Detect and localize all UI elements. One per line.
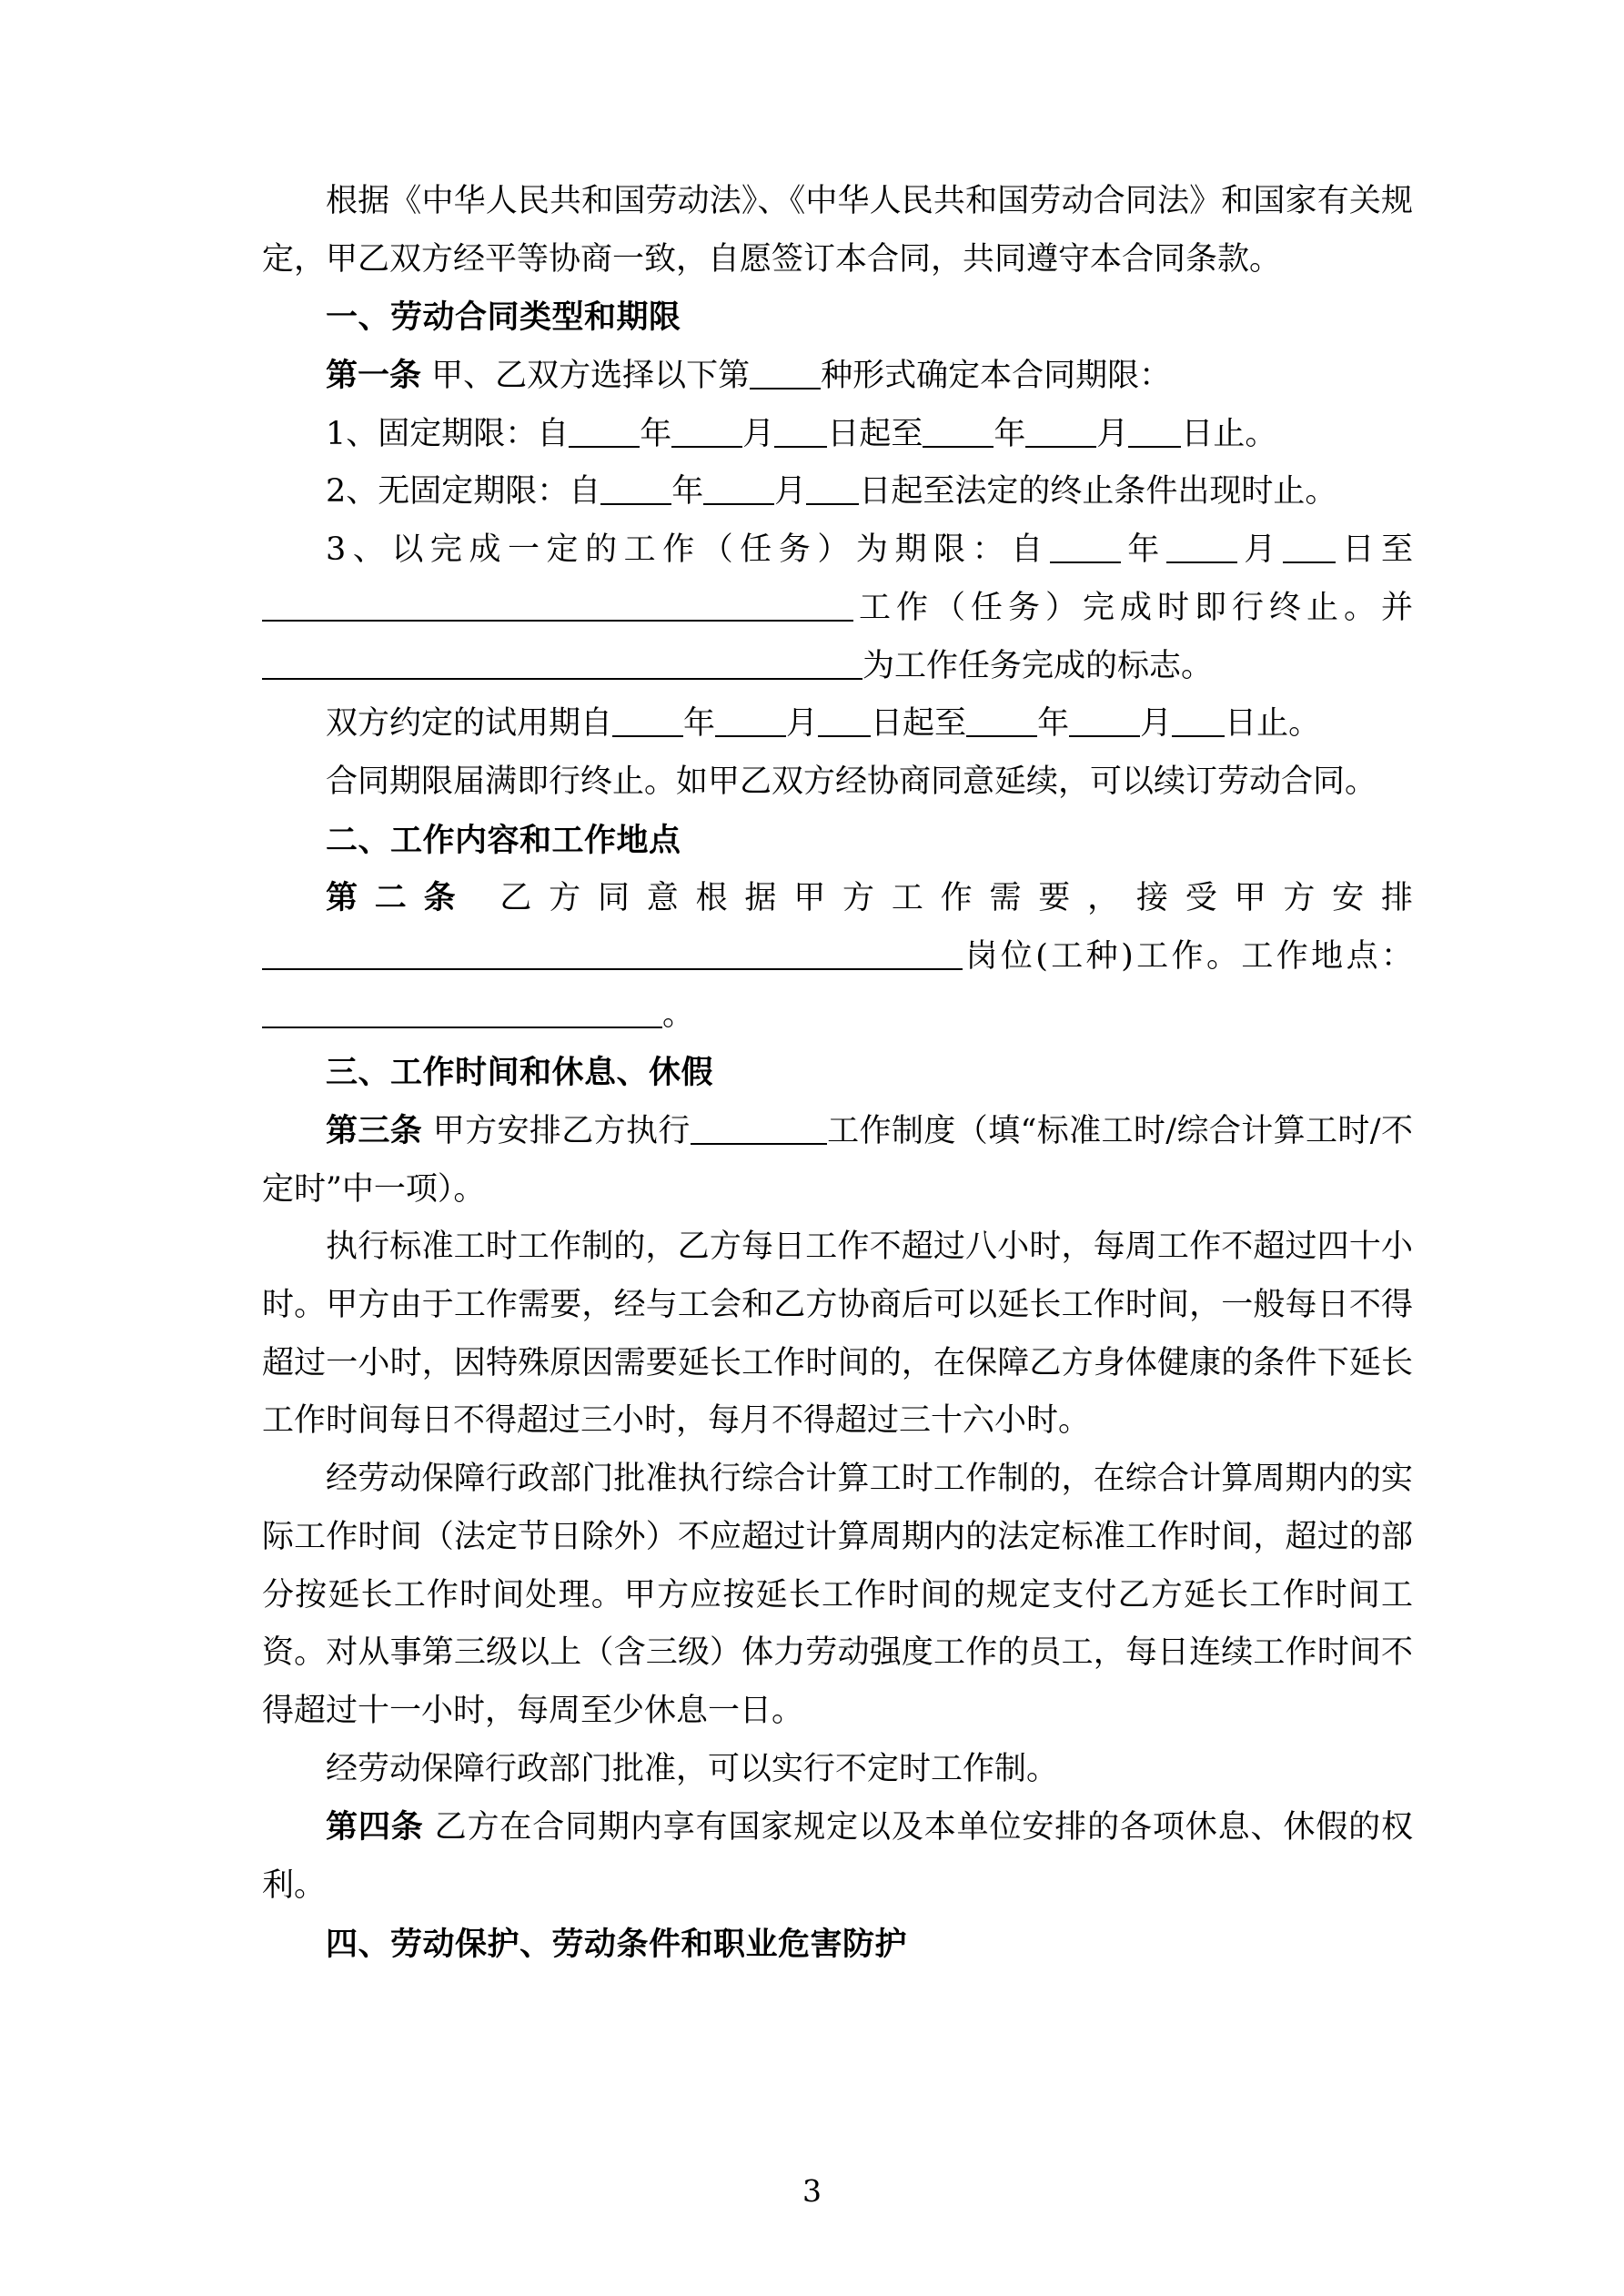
term-item-3-e: 工作（任务）完成时即行终止。并 (853, 589, 1413, 626)
probation-f: 月 (1140, 705, 1173, 743)
probation-a: 双方约定的试用期自 (326, 705, 613, 743)
blank-probation-month-end (1069, 735, 1140, 737)
document-body (262, 173, 1413, 1973)
article-2-label: 第二条 (326, 879, 473, 917)
blank-article2-post-a (262, 968, 662, 970)
article-2 (262, 869, 1413, 1044)
term-item-1-c: 月 (742, 415, 775, 452)
blank-probation-day-start (818, 735, 871, 737)
blank-item1-month-start (671, 446, 742, 448)
article-2-text-a: 乙方同意根据甲方工作需要，接受甲方安排 (499, 880, 1413, 917)
term-item-2-b: 年 (671, 473, 704, 511)
article-3-label: 第三条 (326, 1112, 423, 1149)
section-heading-3: 三、工作时间和休息、休假 (326, 1054, 714, 1092)
blank-item2-year (600, 503, 671, 505)
probation-paragraph (262, 695, 1413, 754)
blank-article2-location (262, 1027, 662, 1028)
blank-article2-post-b (662, 968, 963, 970)
probation-d: 日起至 (871, 705, 967, 743)
article-2-text-c: 。 (662, 996, 695, 1033)
article-4-label: 第四条 (326, 1808, 424, 1846)
term-item-3-d: 日至 (1335, 531, 1413, 569)
article-3 (262, 1102, 1413, 1219)
section-heading-1: 一、劳动合同类型和期限 (326, 298, 681, 337)
term-item-3-c: 月 (1236, 531, 1283, 569)
article-4 (262, 1798, 1413, 1915)
term-item-2 (262, 463, 1413, 521)
blank-item3-mark-a (262, 678, 562, 680)
blank-item2-month (703, 503, 774, 505)
term-item-2-a: 2、无固定期限：自 (326, 473, 601, 511)
blank-item3-task-a (262, 620, 508, 622)
blank-probation-year-end (966, 735, 1037, 737)
blank-item3-year (1050, 561, 1121, 563)
blank-item1-year-end (923, 446, 994, 448)
blank-item3-task-b (508, 620, 853, 622)
blank-item2-day (806, 503, 859, 505)
term-item-3-b: 年 (1120, 531, 1166, 569)
renewal-paragraph: 合同期限届满即行终止。如甲乙双方经协商同意延续，可以续订劳动合同。 (326, 763, 1377, 800)
article-3-text-b: 工作制度（填“标准工时/综合计算工时/不定时”中一项）。 (262, 1113, 1413, 1208)
term-item-1-f: 月 (1096, 415, 1129, 452)
term-item-1-b: 年 (640, 415, 672, 452)
term-item-3-a: 3、以完成一定的工作（任务）为期限：自 (326, 531, 1050, 569)
term-item-1 (262, 406, 1413, 464)
article-3-paragraph-1: 执行标准工时工作制的，乙方每日工作不超过八小时，每周工作不超过四十小时。甲方由于工作需要，经与工会和乙方协商后可以延长工作时间，一般每日不得超过一小时，因特殊原因需要延长工作时间的，在保障乙方身体健康的条件下延长工作时间每日不得超过三小时，每月不得超过三十六小时。 (262, 1229, 1413, 1440)
blank-item3-day (1283, 561, 1336, 563)
term-item-3-f: 为工作任务完成的标志。 (862, 647, 1214, 684)
blank-item1-month-end (1025, 446, 1096, 448)
term-item-1-g: 日止。 (1181, 415, 1277, 452)
blank-probation-month-start (715, 735, 786, 737)
preamble-paragraph: 根据《中华人民共和国劳动法》、《中华人民共和国劳动合同法》和国家有关规定，甲乙双方经平等协商一致，自愿签订本合同，共同遵守本合同条款。 (262, 183, 1413, 278)
article-4-text: 乙方在合同期内享有国家规定以及本单位安排的各项休息、休假的权利。 (262, 1809, 1413, 1904)
article-3-text-a: 甲方安排乙方执行 (432, 1113, 691, 1149)
section-heading-2: 二、工作内容和工作地点 (326, 821, 681, 859)
article-3-paragraph-3: 经劳动保障行政部门批准，可以实行不定时工作制。 (326, 1750, 1059, 1787)
section-heading-4: 四、劳动保护、劳动条件和职业危害防护 (326, 1925, 908, 1963)
article-3-paragraph-2: 经劳动保障行政部门批准执行综合计算工时工作制的，在综合计算周期内的实际工作时间（法定节日除外）不应超过计算周期内的法定标准工作时间，超过的部分按延长工作时间处理。甲方应按延长工作时间的规定支付乙方延长工作时间工资。对从事第三级以上（含三级）体力劳动强度工作的员工，每日连续工作时间不得超过十一小时，每周至少休息一日。 (262, 1461, 1413, 1729)
term-item-1-a: 1、固定期限：自 (326, 415, 570, 452)
term-item-2-c: 月 (774, 473, 807, 511)
article-2-text-b: 岗位(工种)工作。工作地点： (963, 937, 1413, 975)
article-1-label: 第一条 (326, 357, 422, 395)
article-1-text-b: 种形式确定本合同期限： (821, 358, 1172, 395)
term-item-2-d: 日起至法定的终止条件出现时止。 (859, 473, 1337, 511)
article-1 (262, 347, 1413, 406)
blank-item3-mark-b (562, 678, 862, 680)
blank-item3-month (1166, 561, 1237, 563)
term-item-3 (262, 521, 1413, 695)
page-number: 3 (802, 2173, 822, 2209)
probation-c: 月 (786, 705, 819, 743)
probation-b: 年 (683, 705, 716, 743)
blank-probation-day-end (1172, 735, 1225, 737)
blank-item1-day-start (774, 446, 827, 448)
probation-e: 年 (1037, 705, 1070, 743)
blank-item1-day-end (1128, 446, 1181, 448)
blank-article1-type (750, 388, 821, 389)
article-1-text-a: 甲、乙双方选择以下第 (431, 358, 751, 395)
blank-item1-year-start (569, 446, 640, 448)
blank-probation-year-start (612, 735, 683, 737)
probation-g: 日止。 (1225, 705, 1321, 743)
blank-article3-system (691, 1143, 827, 1145)
term-item-1-e: 年 (994, 415, 1026, 452)
term-item-1-d: 日起至 (827, 415, 923, 452)
